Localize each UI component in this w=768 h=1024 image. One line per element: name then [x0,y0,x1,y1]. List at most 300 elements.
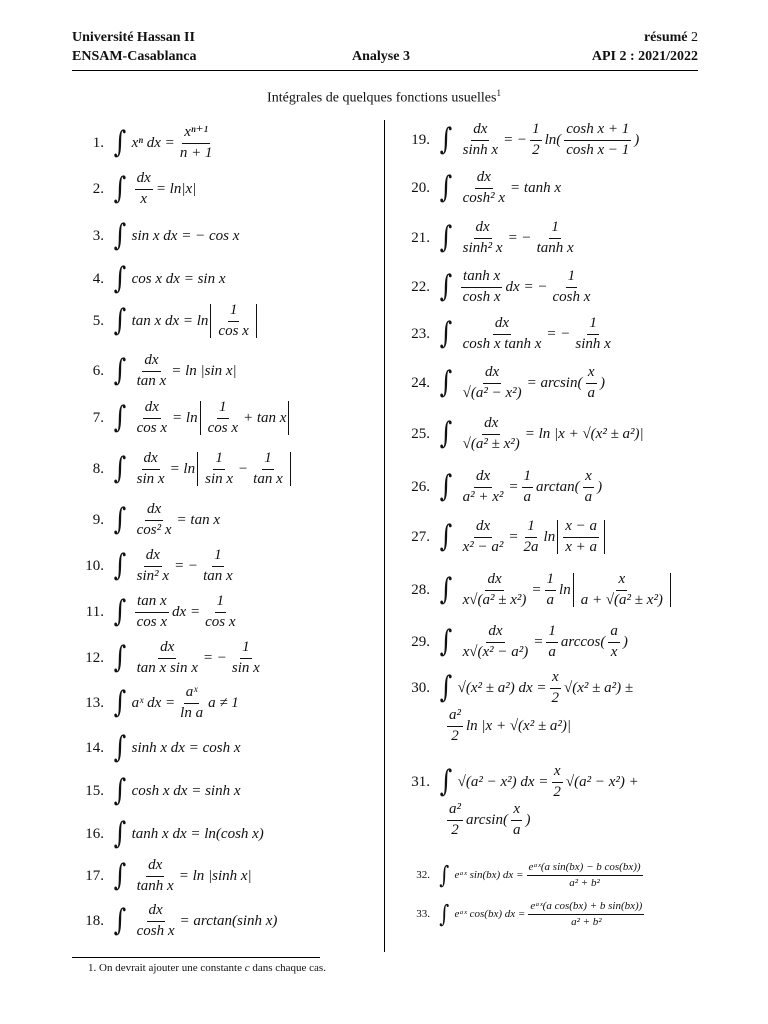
integral-sign: ∫ [439,572,453,607]
formula-number: 27. [411,528,430,545]
result-fraction [203,593,237,631]
formula-29 [400,622,628,662]
denominator: x [610,643,618,660]
result-function: ) [599,374,605,391]
fraction [178,684,205,722]
title-footnote-mark: 1 [496,88,501,98]
formula-number: 11. [85,603,104,620]
numerator: 1 [217,399,229,418]
abs-bar [288,401,289,435]
integral-sign: ∫ [113,685,127,720]
result-fraction [528,900,644,928]
formula-11 [74,592,240,632]
integral-sign: ∫ [439,220,453,255]
result-fraction [551,763,563,801]
argument-fraction [511,801,523,839]
formula-2 [74,169,196,209]
formula-number: 13. [85,694,104,711]
operator: − [238,460,249,477]
numerator: dx [144,547,162,566]
numerator: dx [142,352,160,371]
denominator: x√(x² − a²) [462,643,529,660]
formula-6 [74,351,237,391]
integrand: √(a² − x²) dx = [457,773,549,790]
formula-number: 15. [85,782,104,799]
denominator: a [523,488,532,505]
formula-27 [400,517,607,557]
result-function: ln [543,528,556,545]
numerator: x [586,364,597,383]
formula-9 [74,500,220,540]
numerator: 1 [215,593,227,612]
footnote-rule [72,957,320,958]
denominator: x + a [565,538,597,555]
fraction [216,302,250,340]
formula-number: 22. [411,278,430,295]
argument-fraction [563,518,599,556]
formula-5 [74,301,259,341]
numerator: dx [474,468,492,487]
argument-fraction [583,468,595,506]
formula-8 [74,449,293,489]
denominator: cos² x [136,521,172,538]
fraction [461,468,506,506]
formula-31 [400,762,639,802]
denominator: 2 [451,727,459,744]
denominator: √(a² ± x²) [462,435,520,452]
formula-number: 18. [85,912,104,929]
fraction [135,547,171,585]
fraction [461,364,524,402]
result-fraction [522,468,534,506]
result: = − [202,649,227,666]
formula-1 [74,123,217,163]
formula-number: 24. [411,374,430,391]
numerator: 1 [545,571,557,590]
formula-number: 28. [411,581,430,598]
abs-bar [670,573,671,607]
numerator: xⁿ⁺¹ [182,124,210,143]
denominator: cos x [218,322,249,339]
integral-sign: ∫ [439,764,453,799]
result: = − [507,229,532,246]
denominator: a [546,591,555,608]
result-function: arctan( [536,478,580,495]
numerator: dx [486,623,504,642]
result: = ln [172,409,198,426]
result-fraction [527,861,643,889]
result: a ≠ 1 [208,694,239,711]
result-term: arcsin( [466,811,508,828]
formula-number: 29. [411,633,430,650]
abs-bar [290,452,291,486]
abs-bar [210,304,211,338]
denominator: sinh x [462,141,499,158]
formula-number: 33. [416,908,430,920]
integrand: sin x dx = − cos x [131,227,240,244]
formula-18 [74,901,277,941]
result-fraction [585,364,597,402]
denominator: n + 1 [179,144,213,161]
formula-16 [74,814,264,854]
result-fraction [535,219,576,257]
result: = arcsin( [526,374,583,391]
result: = [531,581,542,598]
fraction [461,169,507,207]
footnote-mark: 1. [88,962,97,974]
abs-bar [573,573,574,607]
formula-19 [400,120,639,160]
denominator: 2a [523,538,539,555]
integral-sign: ∫ [113,730,127,765]
footnote-variable: c [244,962,250,974]
formula-number: 5. [92,312,104,329]
page-title [0,88,768,107]
numerator: x [511,801,522,820]
numerator: x − a [563,518,599,537]
result: dx = [172,603,201,620]
numerator: dx [475,169,493,188]
academic-year: API 2 : 2021/2022 [591,49,698,64]
numerator: x [616,571,627,590]
formula-12 [74,638,265,678]
fraction [135,593,169,631]
integrand: √(x² ± a²) dx = [457,679,547,696]
numerator: dx [145,501,163,520]
result: √(a² − x²) + [565,773,639,790]
denominator: cosh x tanh x [462,335,542,352]
result: = [533,633,544,650]
formula-28 [400,570,673,610]
formula-13 [74,683,239,723]
integral-sign: ∫ [113,502,127,537]
numerator: tan x [135,593,169,612]
denominator: tan x [253,470,283,487]
fraction [251,450,285,488]
fraction [135,639,200,677]
result-fraction [522,518,541,556]
fraction [135,399,169,437]
footnote [88,962,326,974]
integral-sign: ∫ [113,816,127,851]
denominator: √(a² − x²) [462,384,522,401]
argument-fraction [608,623,620,661]
numerator: x [583,468,594,487]
document-label: résumé [643,30,688,45]
numerator: eᵃˣ(a sin(bx) − b cos(bx)) [527,861,643,876]
numerator: tanh x [461,268,502,287]
formula-26 [400,467,602,507]
result: = ln [169,460,196,477]
integrand: sinh x dx = cosh x [131,739,241,756]
page-title-text: Intégrales de quelques fonctions usuelles [267,90,497,106]
denominator: cos x [136,419,168,436]
denominator: ln a [180,704,204,721]
formula-number: 9. [92,511,104,528]
denominator: a² + x² [462,488,504,505]
result-function: ln [559,581,571,598]
closing-paren: ) [622,633,628,650]
result-function: arccos( [560,633,606,650]
numerator: dx [158,639,176,658]
formula-3 [74,216,239,256]
formula-number: 31. [411,773,430,790]
formula-number: 6. [92,362,104,379]
result-fraction [546,623,558,661]
fraction [461,518,506,556]
integral-sign: ∫ [113,640,127,675]
formula-17 [74,856,252,896]
result-fraction [550,669,562,707]
denominator: cosh x [136,922,175,939]
formula-number: 23. [411,325,430,342]
fraction [461,268,503,306]
integral-sign: ∫ [113,858,127,893]
integral-sign: ∫ [439,269,453,304]
footnote-text-after: dans chaque cas. [252,962,326,974]
integral-sign: ∫ [113,303,127,338]
formula-number: 10. [85,557,104,574]
denominator: tan x [203,567,233,584]
denominator: 2 [451,821,459,838]
integral-sign: ∫ [113,594,127,629]
formula-number: 1. [92,134,104,151]
fraction [461,571,529,609]
numerator: 1 [566,268,578,287]
denominator: tanh x [536,239,574,256]
formula-number: 8. [92,460,104,477]
numerator: dx [135,170,153,189]
course-title: Analyse 3 [352,49,410,64]
integral-sign: ∫ [113,548,127,583]
formula-30-continued [444,706,571,746]
integrand: eᵃˣ sin(bx) dx = [454,869,524,881]
result: = − [503,131,528,148]
integral-sign: ∫ [439,900,450,928]
integral-sign: ∫ [439,861,450,889]
document-index: 2 [691,30,698,45]
formula-number: 30. [411,679,430,696]
university-name: Université Hassan II [72,30,195,45]
numerator: 1 [212,547,224,566]
denominator: a [548,643,556,660]
formula-number: 12. [85,649,104,666]
denominator: sin x [205,470,234,487]
numerator: x [552,763,563,782]
formula-22 [400,267,595,307]
numerator: dx [146,857,164,876]
formula-number: 19. [411,131,430,148]
formula-number: 21. [411,229,430,246]
formula-24 [400,363,605,403]
integral-sign: ∫ [113,451,127,486]
numerator: 1 [530,121,542,140]
result: = − [174,557,199,574]
denominator: sin x [231,659,260,676]
fraction [178,124,215,162]
integral-sign: ∫ [113,171,127,206]
result: = ln |x + √(x² ± a²)| [524,425,644,442]
integrand: aˣ dx = [131,694,176,711]
result: = [508,478,519,495]
document-number [644,30,698,46]
formula-33 [400,894,647,934]
denominator: cos x [136,613,168,630]
fraction [135,352,169,390]
numerator: dx [474,518,492,537]
result-fraction [201,547,235,585]
formula-number: 14. [85,739,104,756]
abs-bar [200,401,201,435]
result-fraction [573,315,612,353]
numerator: a [608,623,620,642]
numerator: aˣ [184,684,200,703]
formula-32 [400,855,646,895]
abs-bar [557,520,558,554]
integrand: cosh x dx = sinh x [131,782,241,799]
fraction [461,219,505,257]
result: = [508,528,519,545]
formula-25 [400,414,644,454]
integral-sign: ∫ [113,903,127,938]
denominator: a [512,821,521,838]
formula-number: 26. [411,478,430,495]
result-term: ln |x + √(x² ± a²)| [466,717,572,734]
numerator: dx [142,450,160,469]
fraction [135,450,167,488]
integrand: tanh x dx = ln(cosh x) [131,825,264,842]
integral-sign: ∫ [439,670,453,705]
fraction [461,121,500,159]
numerator: dx [474,219,492,238]
numerator: 1 [525,518,537,537]
formula-number: 32. [416,869,430,881]
integrand: eᵃˣ cos(bx) dx = [454,908,526,920]
fraction [461,315,544,353]
integral-sign: ∫ [439,519,453,554]
numerator: dx [485,571,503,590]
numerator: dx [143,399,161,418]
closing-paren: ) [525,811,531,828]
numerator: dx [147,902,165,921]
integral-sign: ∫ [113,353,127,388]
formula-10 [74,546,238,586]
argument-fraction [564,121,631,159]
denominator: sinh² x [462,239,503,256]
result-term: + tan x [243,409,287,426]
numerator: dx [482,415,500,434]
result-fraction [550,268,592,306]
formula-20 [400,168,561,208]
denominator: x [140,190,148,207]
fraction [135,170,153,208]
formula-31-continued [444,800,530,840]
argument-fraction [579,571,665,609]
footnote-text-before: On devrait ajouter une constante [99,962,242,974]
integral-sign: ∫ [113,400,127,435]
closing-paren: ) [597,478,603,495]
integral-sign: ∫ [439,365,453,400]
formula-23 [400,314,616,354]
formula-14 [74,728,241,768]
fraction [135,501,174,539]
integral-sign: ∫ [439,416,453,451]
denominator: cosh x [462,288,501,305]
formula-number: 2. [92,180,104,197]
fraction [461,415,522,453]
integrand: tan x dx = ln [131,312,209,329]
denominator: cosh x [552,288,591,305]
numerator: 1 [213,450,225,469]
result-fraction [447,707,463,745]
result: = ln |sinh x| [178,867,252,884]
abs-bar [197,452,198,486]
denominator: x√(a² ± x²) [462,591,527,608]
denominator: x² − a² [462,538,504,555]
result: = tanh x [510,179,561,196]
result: = tan x [176,511,220,528]
denominator: 2 [551,689,560,706]
denominator: tan x sin x [136,659,198,676]
integral-sign: ∫ [439,469,453,504]
integral-sign: ∫ [113,261,127,296]
formula-number: 20. [411,179,430,196]
result: = arctan(sinh x) [179,912,278,929]
formula-number: 16. [85,825,104,842]
formula-number: 4. [92,270,104,287]
numerator: dx [483,364,501,383]
numerator: dx [471,121,489,140]
integral-sign: ∫ [439,170,453,205]
integrand: cos x dx = sin x [131,270,226,287]
numerator: 1 [228,302,240,321]
formula-7 [74,398,291,438]
denominator: cosh² x [462,189,506,206]
denominator: cos x [207,419,238,436]
integral-sign: ∫ [113,125,127,160]
abs-bar [604,520,605,554]
result-function: ln( [544,131,562,148]
formula-21 [400,218,579,258]
school-name: ENSAM-Casablanca [72,49,197,64]
result: dx = − [505,278,548,295]
abs-bar [256,304,257,338]
fraction [135,902,177,940]
numerator: 1 [587,315,599,334]
result: = ln|x| [155,180,197,197]
numerator: a² [447,801,463,820]
integral-sign: ∫ [439,316,453,351]
numerator: 1 [549,219,561,238]
result: = ln |sin x| [171,362,237,379]
fraction [461,623,531,661]
column-divider [384,120,385,952]
numerator: 1 [240,639,252,658]
result-fraction [545,571,557,609]
formula-number: 25. [411,425,430,442]
fraction [206,399,240,437]
numerator: 1 [546,623,558,642]
integral-sign: ∫ [439,122,453,157]
denominator: a² + b² [571,915,602,928]
numerator: 1 [522,468,534,487]
denominator: 2 [553,783,561,800]
denominator: a + √(a² ± x²) [580,591,663,608]
denominator: a² + b² [569,876,600,889]
integral-sign: ∫ [113,218,127,253]
denominator: tanh x [136,877,174,894]
numerator: dx [493,315,511,334]
